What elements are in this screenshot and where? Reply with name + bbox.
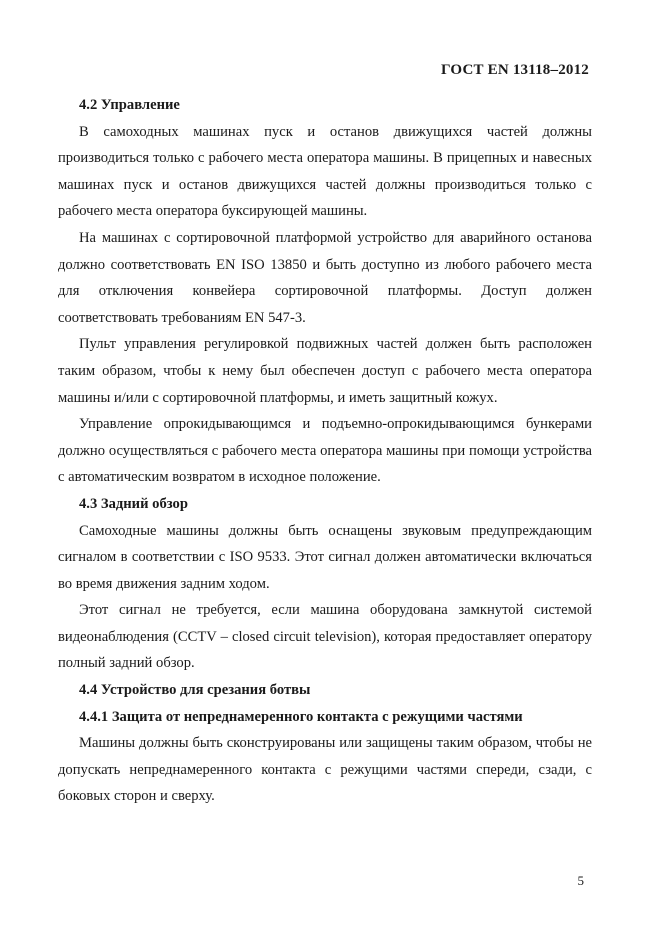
paragraph: Машины должны быть сконструированы или защищены таким образом, чтобы не допускать непреднамеренного контакта с режущими частями спереди, сзади, с боковых сторон и сверху. [58,735,592,805]
paragraph: Управление опрокидывающимся и подъемно-опрокидывающимся бункерами должно осуществляться с рабочего места оператора машины при помощи устройства с автоматическим возвратом в исходное положение. [58,416,592,486]
section-heading-4-3: 4.3 Задний обзор [79,495,188,512]
page-number: 5 [577,873,584,888]
paragraph: Этот сигнал не требуется, если машина оборудована замкнутой системой видеонаблюдения (CCTV – closed circuit television), которая предоставляет оператору полный задний обзор. [58,602,592,672]
section-heading-4-4: 4.4 Устройство для срезания ботвы [79,682,311,699]
subsection-heading-4-4-1: 4.4.1 Защита от непреднамеренного контакта с режущими частями [79,708,523,725]
document-body [58,92,592,810]
paragraph: Самоходные машины должны быть оснащены звуковым предупреждающим сигналом в соответствии с ISO 9533. Этот сигнал должен автоматически включаться во время движения задним ходом. [58,522,592,592]
paragraph: На машинах с сортировочной платформой устройство для аварийного останова должно соответствовать EN ISO 13850 и быть доступно из любого рабочего места для отключения конвейера сортировочной платформы. Доступ должен соответствовать требованиям EN 547-3. [58,229,592,326]
paragraph: В самоходных машинах пуск и останов движущихся частей должны производиться только с рабочего места оператора машины. В прицепных и навесных машинах пуск и останов движущихся частей должны производиться только с рабочего места оператора буксирующей машины. [58,123,592,220]
paragraph: Пульт управления регулировкой подвижных частей должен быть расположен таким образом, чтобы к нему был обеспечен доступ с рабочего места оператора машины и/или с сортировочной платформы, и иметь защитный кожух. [58,336,592,406]
section-heading-4-2: 4.2 Управление [79,97,180,113]
standard-code-header: ГОСТ EN 13118–2012 [441,62,589,78]
